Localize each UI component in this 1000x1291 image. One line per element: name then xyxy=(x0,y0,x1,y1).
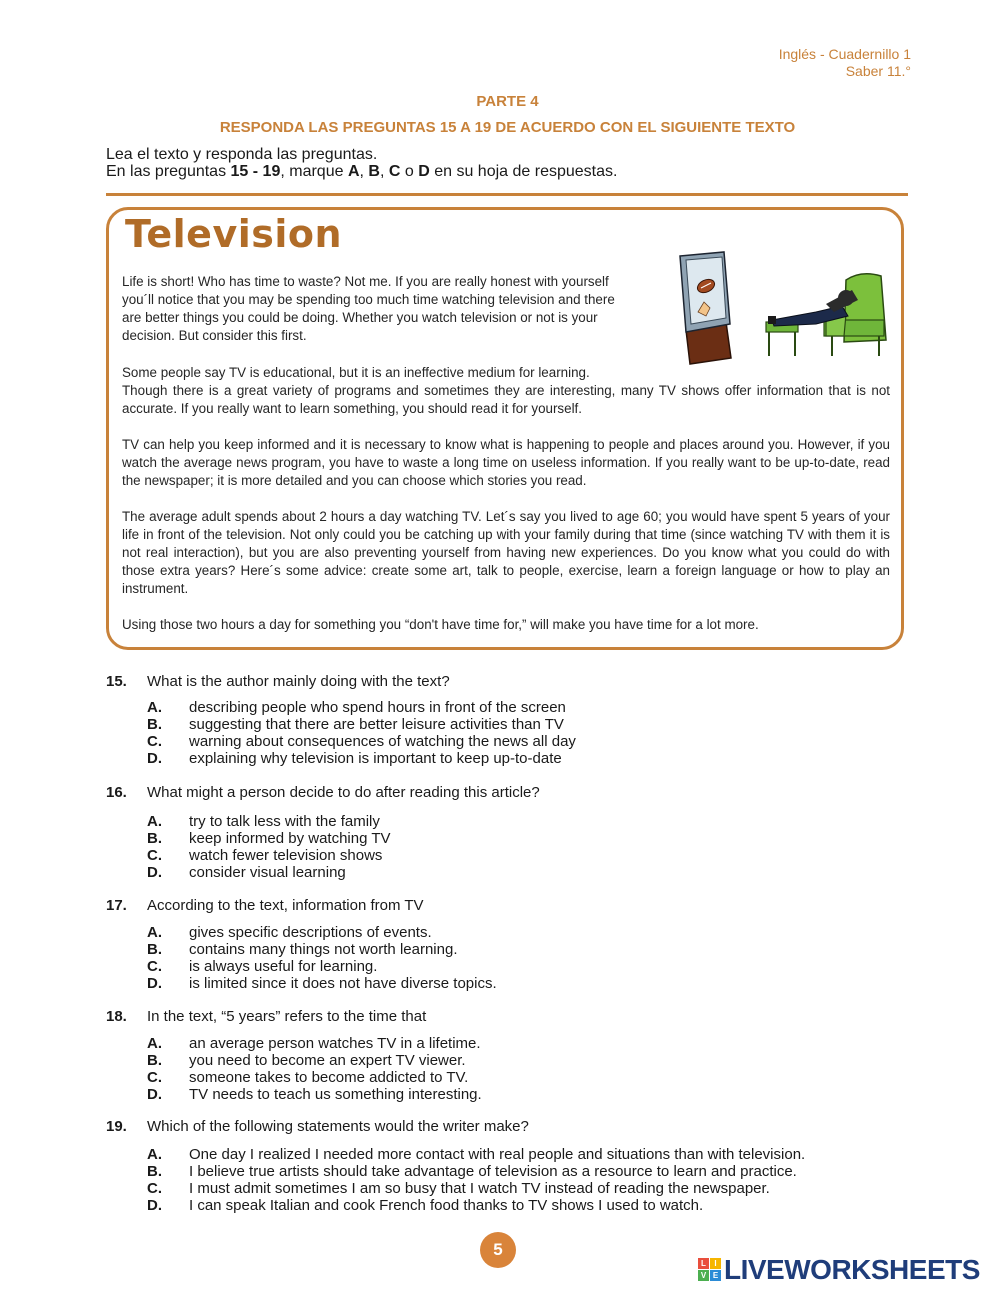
section-title: PARTE 4 xyxy=(476,93,539,110)
reading-paragraph-3: TV can help you keep informed and it is necessary to know what is happening to people and places around you. However, if you watch the average news program, you have to waste a long time on useless information. If you really want to be up-to-date, read the newspaper; it is more detailed and you can choose which stories you read. xyxy=(122,437,890,488)
option-letter[interactable]: C. xyxy=(147,1180,162,1197)
option-letter[interactable]: D. xyxy=(147,1086,162,1103)
question-text: What is the author mainly doing with the text? xyxy=(147,673,450,690)
question-number: 19. xyxy=(106,1118,127,1135)
question-number: 15. xyxy=(106,673,127,690)
option-letter[interactable]: A. xyxy=(147,1035,162,1052)
option-text[interactable]: I can speak Italian and cook French food thanks to TV shows I used to watch. xyxy=(189,1197,704,1214)
option-text[interactable]: is limited since it does not have diverse topics. xyxy=(189,975,497,992)
option-text[interactable]: keep informed by watching TV xyxy=(189,830,391,847)
option-letter[interactable]: A. xyxy=(147,813,162,830)
header-course: Inglés - Cuadernillo 1 xyxy=(778,46,911,62)
option-text[interactable]: try to talk less with the family xyxy=(189,813,380,830)
option-text[interactable]: warning about consequences of watching the news all day xyxy=(189,733,576,750)
option-text[interactable]: contains many things not worth learning. xyxy=(189,941,458,958)
section-instruction-title: RESPONDA LAS PREGUNTAS 15 A 19 DE ACUERDO CON EL SIGUIENTE TEXTO xyxy=(219,119,796,136)
question-text: Which of the following statements would the writer make? xyxy=(147,1118,529,1135)
option-text[interactable]: someone takes to become addicted to TV. xyxy=(189,1069,469,1086)
page-number: 5 xyxy=(480,1232,516,1268)
question-number: 18. xyxy=(106,1008,127,1025)
option-letter[interactable]: D. xyxy=(147,864,162,881)
question-text: According to the text, information from TV xyxy=(147,897,424,914)
option-letter[interactable]: B. xyxy=(147,1163,162,1180)
reading-paragraph-5: Using those two hours a day for something you “don't have time for,” will make you have time for a lot more. xyxy=(122,617,759,632)
question-text: What might a person decide to do after reading this article? xyxy=(147,784,540,801)
option-letter[interactable]: B. xyxy=(147,1052,162,1069)
option-text[interactable]: you need to become an expert TV viewer. xyxy=(189,1052,466,1069)
instruction-line-2: En las preguntas 15 - 19, marque A, B, C o D en su hoja de respuestas. xyxy=(106,163,618,180)
question-text: In the text, “5 years” refers to the time that xyxy=(147,1008,427,1025)
option-letter[interactable]: A. xyxy=(147,699,162,716)
option-text[interactable]: gives specific descriptions of events. xyxy=(189,924,432,941)
option-text[interactable]: I believe true artists should take advantage of television as a resource to learn and practice. xyxy=(189,1163,797,1180)
option-text[interactable]: an average person watches TV in a lifetime. xyxy=(189,1035,481,1052)
brand-name: LIVEWORKSHEETS xyxy=(724,1254,980,1285)
reading-title: Television xyxy=(125,212,343,256)
option-letter[interactable]: A. xyxy=(147,924,162,941)
question-number: 16. xyxy=(106,784,127,801)
option-text[interactable]: TV needs to teach us something interesting. xyxy=(189,1086,482,1103)
option-text[interactable]: consider visual learning xyxy=(189,864,346,881)
option-letter[interactable]: C. xyxy=(147,1069,162,1086)
section-divider xyxy=(106,193,908,196)
option-letter[interactable]: C. xyxy=(147,958,162,975)
document-header xyxy=(779,46,911,80)
logo-blocks-icon: L I V E xyxy=(698,1258,724,1282)
reading-paragraph-2: Some people say TV is educational, but it is an ineffective medium for learning. Though there is a great variety of programs and sometimes they are interesting, many TV shows offer information that is not accurate. If you really want to learn something, you should read it for yourself. xyxy=(122,365,890,416)
option-text[interactable]: explaining why television is important to keep up-to-date xyxy=(189,750,562,767)
option-text[interactable]: watch fewer television shows xyxy=(189,847,383,864)
reading-paragraph-4: The average adult spends about 2 hours a day watching TV. Let´s say you lived to age 60; you would have spent 5 years of your life in front of the television. Not only could you be catching up with your family during that time (since watching TV with them it is not real interaction), but you are also preventing yourself from having new experiences. Do you know what you could do with those extra years? Here´s some advice: create some art, talk to people, exercise, learn a foreign language or how to play an instrument. xyxy=(122,509,890,596)
option-letter[interactable]: B. xyxy=(147,716,162,733)
header-level: Saber 11.° xyxy=(845,63,911,79)
option-letter[interactable]: B. xyxy=(147,941,162,958)
tv-couch-illustration xyxy=(676,250,896,365)
option-letter[interactable]: A. xyxy=(147,1146,162,1163)
option-text[interactable]: suggesting that there are better leisure activities than TV xyxy=(189,716,564,733)
option-letter[interactable]: D. xyxy=(147,750,162,767)
question-number: 17. xyxy=(106,897,127,914)
option-letter[interactable]: B. xyxy=(147,830,162,847)
option-letter[interactable]: C. xyxy=(147,733,162,750)
option-text[interactable]: describing people who spend hours in front of the screen xyxy=(189,699,566,716)
option-text[interactable]: is always useful for learning. xyxy=(189,958,378,975)
option-letter[interactable]: D. xyxy=(147,975,162,992)
instruction-line-1: Lea el texto y responda las preguntas. xyxy=(106,146,378,163)
option-text[interactable]: One day I realized I needed more contact with real people and situations than with television. xyxy=(189,1146,806,1163)
option-letter[interactable]: D. xyxy=(147,1197,162,1214)
option-letter[interactable]: C. xyxy=(147,847,162,864)
option-text[interactable]: I must admit sometimes I am so busy that I watch TV instead of reading the newspaper. xyxy=(189,1180,770,1197)
reading-paragraph-1: Life is short! Who has time to waste? Not me. If you are really honest with yourself you´ll notice that you may be spending too much time watching television and there are better things you could be doing. Whether you watch television or not is your decision. But consider this first. xyxy=(122,274,615,343)
